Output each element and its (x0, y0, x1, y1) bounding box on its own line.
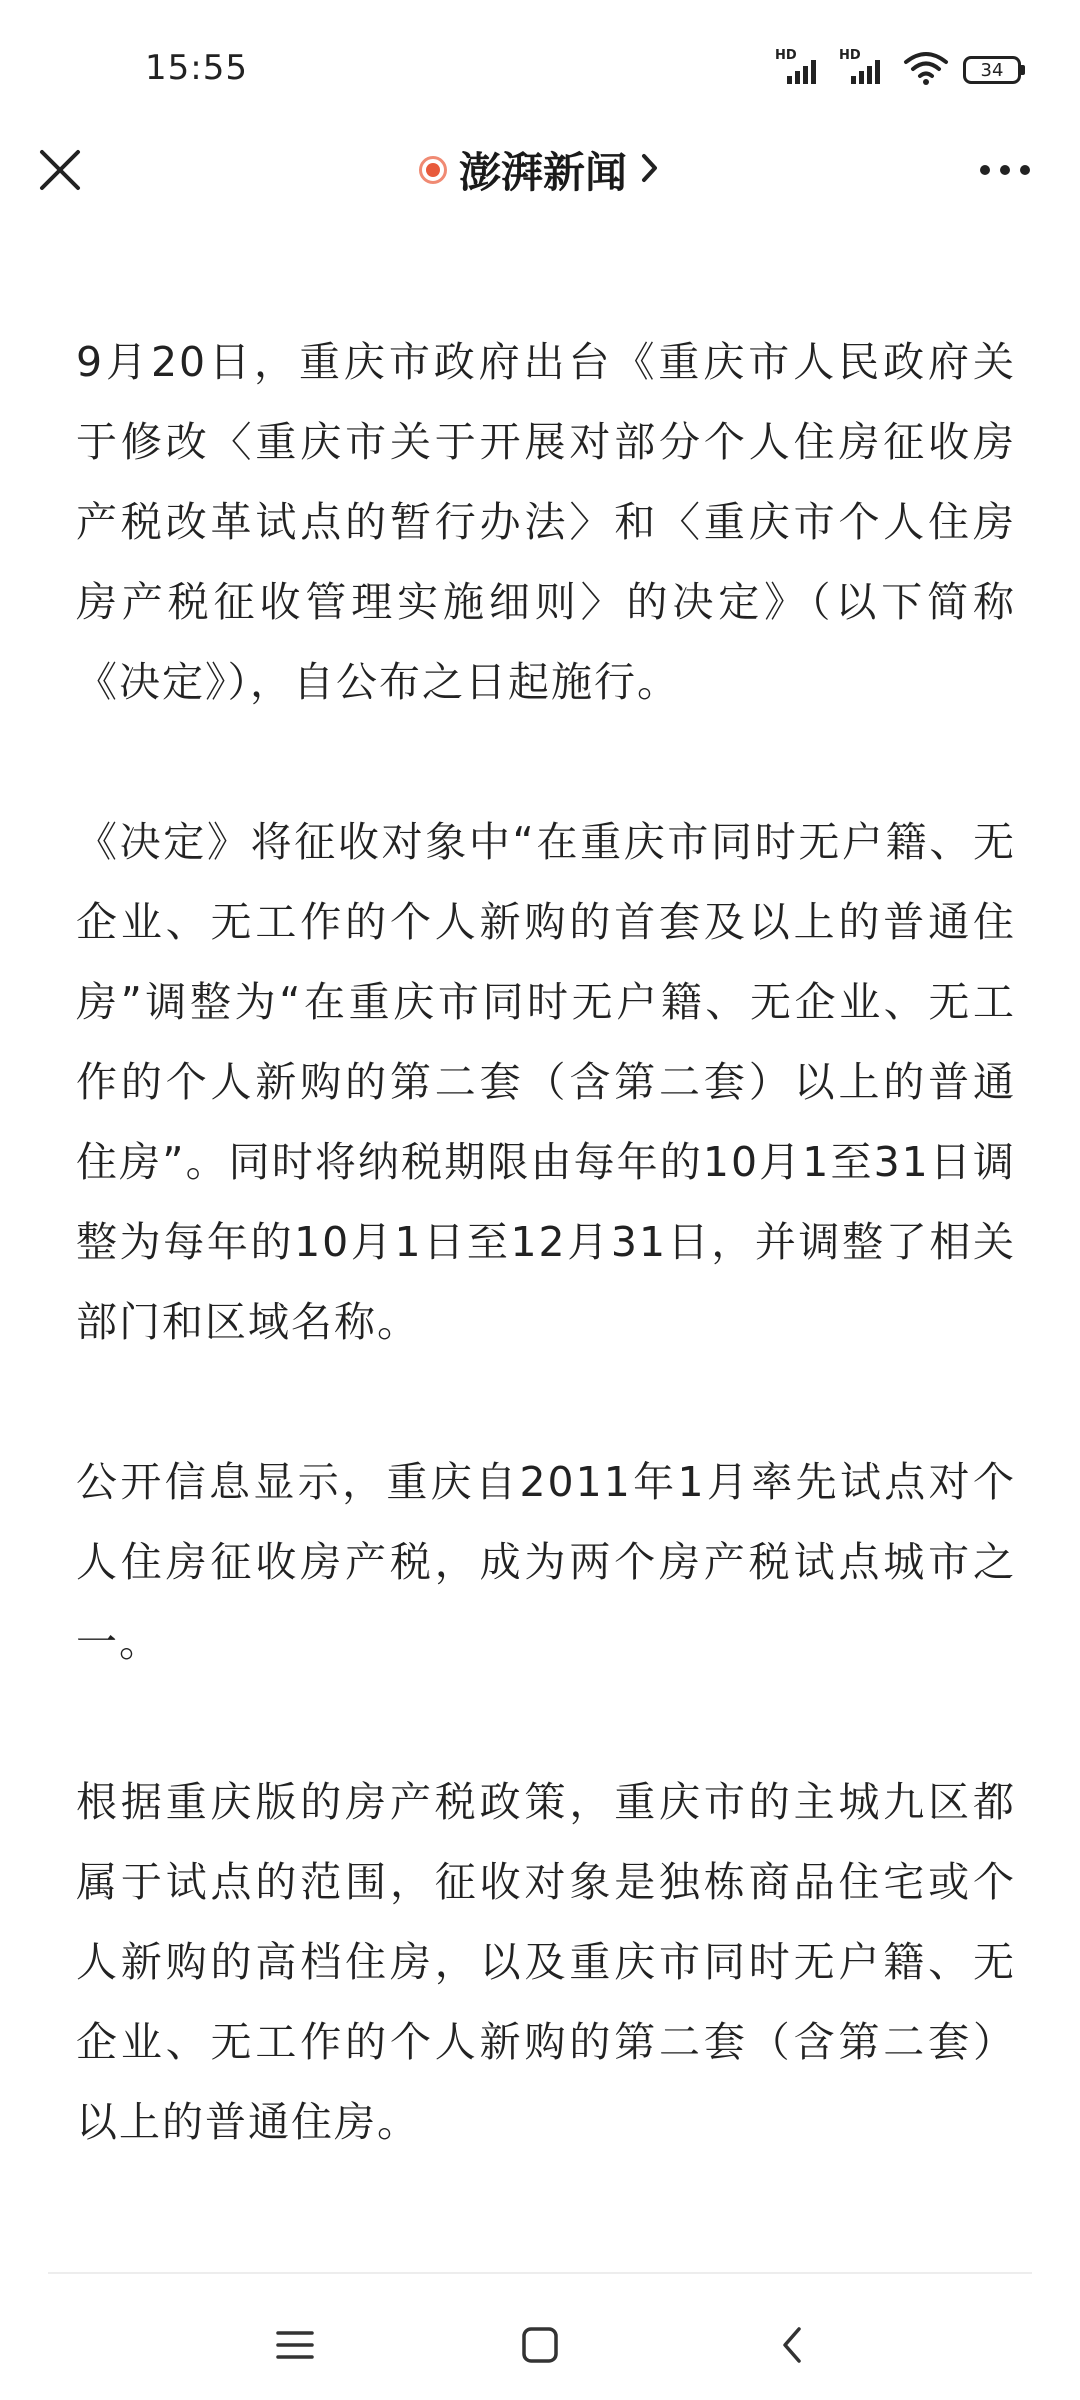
article-paragraph: 9月20日，重庆市政府出台《重庆市人民政府关于修改〈重庆市关于开展对部分个人住房征收房产税改革试点的暂行办法〉和〈重庆市个人住房房产税征收管理实施细则〉的决定》（以下简称《决定》），自公布之日起施行。 (76, 338, 1016, 706)
article-body (76, 322, 1016, 2242)
back-icon (779, 2325, 805, 2365)
article-paragraph: 《决定》将征收对象中“在重庆市同时无户籍、无企业、无工作的个人新购的首套及以上的普通住房”调整为“在重庆市同时无户籍、无企业、无工作的个人新购的第二套（含第二套）以上的普通住房”。同时将纳税期限由每年的10月1至31日调整为每年的10月1日至12月31日，并调整了相关部门和区域名称。 (76, 818, 1016, 1346)
back-button[interactable] (752, 2310, 832, 2380)
source-logo-icon (419, 156, 447, 184)
status-icons (775, 48, 1025, 92)
nav-bar (0, 130, 1080, 210)
signal-icon (775, 50, 825, 90)
status-bar (0, 0, 1080, 140)
status-time: 15:55 (145, 48, 248, 88)
battery-icon (963, 56, 1025, 84)
menu-icon (275, 2329, 315, 2361)
source-link[interactable] (0, 130, 1080, 210)
system-nav-bar (0, 2290, 1080, 2400)
home-button[interactable] (500, 2310, 580, 2380)
more-button[interactable] (970, 140, 1040, 200)
hd-label: HD (775, 48, 797, 63)
hd-label: HD (839, 48, 861, 63)
menu-button[interactable] (255, 2310, 335, 2380)
more-icon (978, 163, 1032, 177)
home-icon (521, 2326, 559, 2364)
source-name: 澎湃新闻 (458, 148, 627, 197)
divider (48, 2272, 1032, 2274)
signal-icon (839, 50, 889, 90)
battery-level: 34 (963, 56, 1021, 84)
chevron-right-icon (639, 150, 661, 190)
article-paragraph: 公开信息显示，重庆自2011年1月率先试点对个人住房征收房产税，成为两个房产税试点城市之一。 (76, 1458, 1016, 1666)
article-paragraph: 根据重庆版的房产税政策，重庆市的主城九区都属于试点的范围，征收对象是独栋商品住宅或个人新购的高档住房，以及重庆市同时无户籍、无企业、无工作的个人新购的第二套（含第二套）以上的普通住房。 (76, 1778, 1016, 2146)
wifi-icon (903, 50, 949, 90)
